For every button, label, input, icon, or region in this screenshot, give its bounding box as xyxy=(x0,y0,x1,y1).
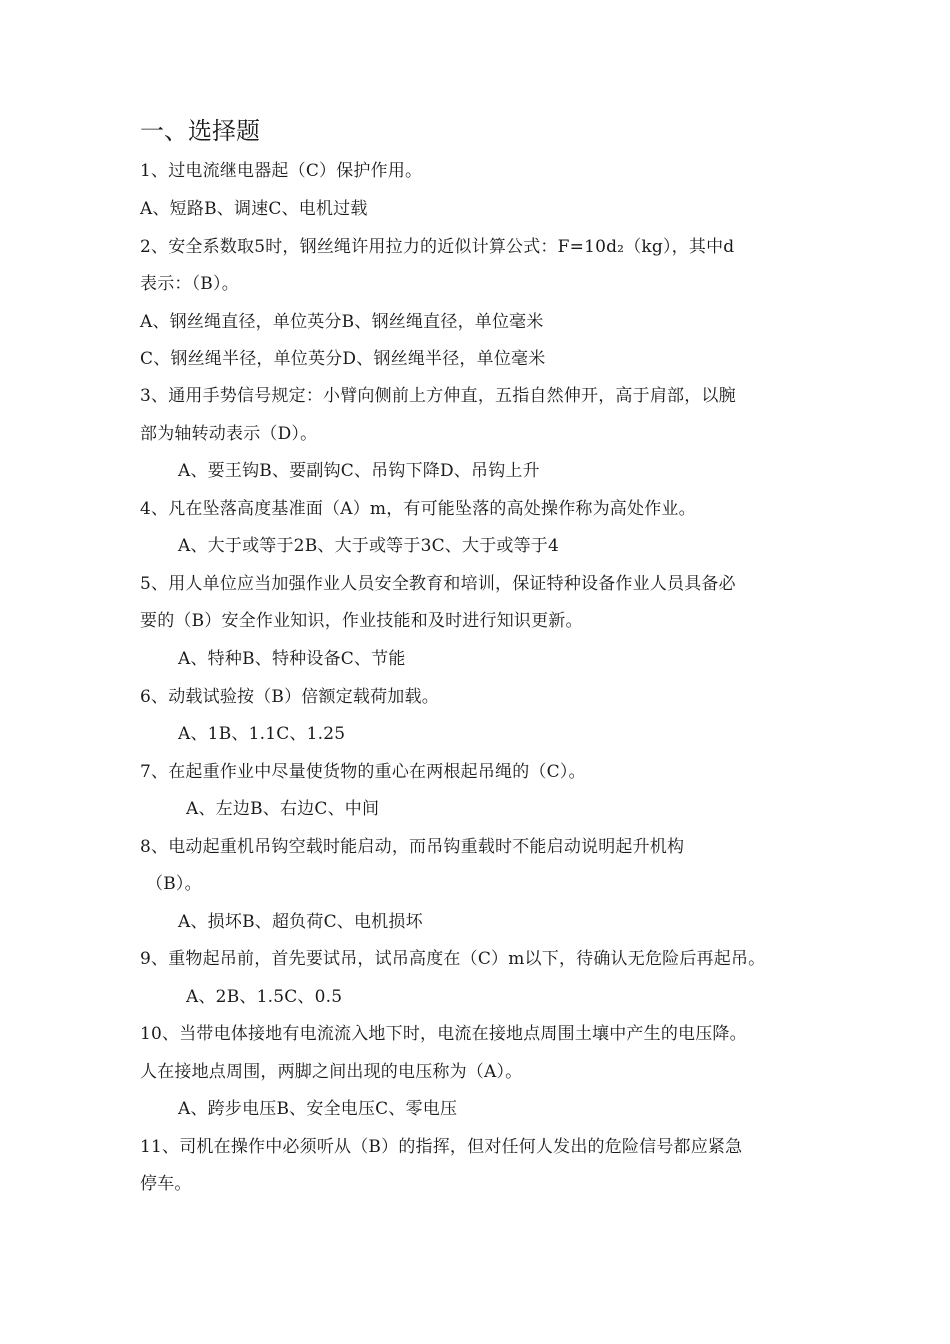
question-4-options: A、大于或等于2B、大于或等于3C、大于或等于4 xyxy=(178,536,560,556)
section-heading: 一、选择题 xyxy=(140,117,260,145)
question-7-options: A、左边B、右边C、中间 xyxy=(186,799,380,819)
question-11: 11、司机在操作中必须听从（B）的指挥，但对任何人发出的危险信号都应紧急 xyxy=(140,1137,743,1157)
question-5: 5、用人单位应当加强作业人员安全教育和培训，保证特种设备作业人员具备必 xyxy=(140,574,736,594)
question-10-options: A、跨步电压B、安全电压C、零电压 xyxy=(178,1099,458,1119)
question-6: 6、动载试验按（B）倍额定载荷加载。 xyxy=(140,687,439,707)
question-10: 10、当带电体接地有电流流入地下时，电流在接地点周围土壤中产生的电压降。 xyxy=(140,1024,747,1044)
question-11-continued: 停车。 xyxy=(140,1174,192,1194)
question-8: 8、电动起重机吊钩空载时能启动，而吊钩重载时不能启动说明起升机构 xyxy=(140,837,685,857)
question-9: 9、重物起吊前，首先要试吊，试吊高度在（C）m以下，待确认无危险后再起吊。 xyxy=(140,949,766,969)
question-10-continued: 人在接地点周围，两脚之间出现的电压称为（A）。 xyxy=(140,1062,523,1082)
question-7: 7、在起重作业中尽量使货物的重心在两根起吊绳的（C）。 xyxy=(140,762,586,782)
question-1-options: A、短路B、调速C、电机过载 xyxy=(140,199,368,219)
question-2-options-ab: A、钢丝绳直径，单位英分B、钢丝绳直径，单位毫米 xyxy=(140,312,544,332)
question-3-options: A、要王钩B、要副钩C、吊钩下降D、吊钩上升 xyxy=(178,461,540,481)
question-4: 4、凡在坠落高度基准面（A）m，有可能坠落的高处操作称为高处作业。 xyxy=(140,499,696,519)
question-5-continued: 要的（B）安全作业知识，作业技能和及时进行知识更新。 xyxy=(140,611,583,631)
question-8-continued: （B）。 xyxy=(146,874,202,894)
question-6-options: A、1B、1.1C、1.25 xyxy=(178,724,346,744)
question-2: 2、安全系数取5时，钢丝绳许用拉力的近似计算公式：F=10d₂（kg），其中d xyxy=(140,237,735,257)
question-3: 3、通用手势信号规定：小臂向侧前上方伸直，五指自然伸开，高于肩部，以腕 xyxy=(140,386,736,406)
question-1: 1、过电流继电器起（C）保护作用。 xyxy=(140,161,423,181)
question-2-continued: 表示：（B）。 xyxy=(140,274,239,294)
question-3-continued: 部为轴转动表示（D）。 xyxy=(140,424,318,444)
question-5-options: A、特种B、特种设备C、节能 xyxy=(178,649,406,669)
question-9-options: A、2B、1.5C、0.5 xyxy=(186,987,343,1007)
question-2-options-cd: C、钢丝绳半径，单位英分D、钢丝绳半径，单位毫米 xyxy=(140,349,546,369)
question-8-options: A、损坏B、超负荷C、电机损坏 xyxy=(178,912,423,932)
